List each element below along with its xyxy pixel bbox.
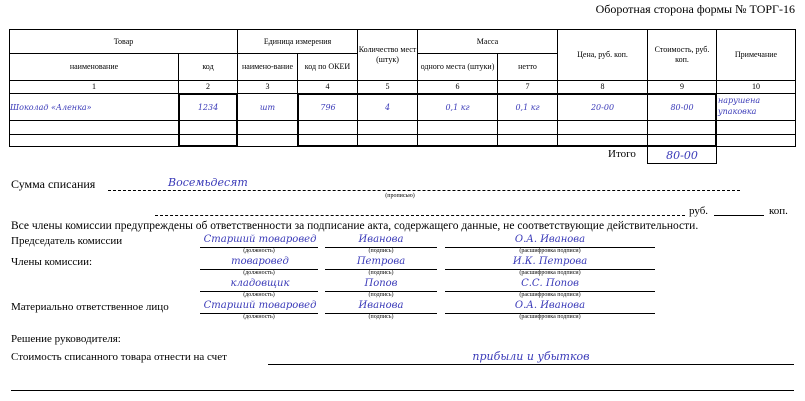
- header-cost: Стоимость, руб. коп.: [654, 45, 710, 64]
- header-tovar: Товар: [113, 36, 134, 46]
- col-number: 6: [455, 82, 460, 91]
- member-position: товаровед: [231, 256, 289, 267]
- header-qty: Количество мест (штук): [358, 45, 417, 64]
- col-number: 1: [92, 82, 96, 91]
- responsible-signature: Иванова: [358, 300, 404, 311]
- member-signature: Попов: [364, 278, 398, 289]
- decision-label: Решение руководителя:: [11, 333, 121, 345]
- warning-text: Все члены комиссии предупреждены об ответственности за подписание акта, содержащего данные, не соответствующие действительности.: [11, 220, 699, 232]
- total-value: 80-00: [666, 148, 698, 162]
- row-qty: 4: [384, 102, 391, 112]
- member-position: кладовщик: [230, 278, 290, 289]
- responsible-position: Старший товаровед: [203, 300, 317, 311]
- header-price: Цена, руб. коп.: [577, 50, 628, 59]
- header-note: Примечание: [734, 50, 778, 59]
- caption-signature: (подпись): [368, 314, 394, 320]
- header-mass: Масса: [476, 36, 499, 46]
- header-net: нетто: [518, 62, 537, 71]
- sum-caption: (прописью): [385, 193, 415, 199]
- col-number: 10: [752, 82, 760, 91]
- col-number: 7: [525, 82, 530, 91]
- header-unit: Единица измерения: [263, 36, 332, 46]
- row-net: 0,1 кг: [515, 102, 540, 112]
- row-unit: шт: [259, 102, 276, 112]
- account-value: прибыли и убытков: [472, 350, 590, 363]
- caption-signature: (подпись): [368, 270, 394, 276]
- caption-position: (должность): [243, 270, 275, 276]
- caption-decode: (расшифровка подписи): [519, 248, 581, 254]
- caption-decode: (расшифровка подписи): [519, 292, 581, 298]
- col-number: 2: [206, 82, 210, 91]
- caption-decode: (расшифровка подписи): [519, 314, 581, 320]
- col-number: 4: [325, 82, 330, 91]
- row-okei: 796: [320, 102, 336, 112]
- chairman-name: О.А. Иванова: [514, 234, 586, 245]
- member-signature: Петрова: [356, 256, 406, 267]
- caption-signature: (подпись): [368, 292, 394, 298]
- form-title: Оборотная сторона формы № ТОРГ-16: [595, 2, 795, 16]
- caption-decode: (расшифровка подписи): [519, 270, 581, 276]
- members-label: Члены комиссии:: [11, 256, 93, 268]
- row-name: Шоколад «Аленка»: [10, 102, 92, 112]
- header-unit-name: наимено-вание: [241, 62, 293, 71]
- responsible-label: Материально ответственное лицо: [11, 301, 169, 313]
- col-number: 8: [600, 82, 605, 91]
- caption-position: (должность): [243, 292, 275, 298]
- sum-kop: коп.: [769, 205, 788, 217]
- row-note: нарушена упаковка: [718, 96, 761, 116]
- header-okei: код по ОКЕИ: [304, 62, 351, 71]
- responsible-name: О.А. Иванова: [514, 300, 586, 311]
- row-cost: 80-00: [670, 102, 694, 112]
- sum-rub: руб.: [689, 205, 709, 217]
- account-label: Стоимость списанного товара отнести на счет: [11, 351, 227, 363]
- header-mass-one: одного места (штуки): [420, 62, 495, 71]
- member-name: И.К. Петрова: [512, 256, 588, 267]
- col-number: 3: [265, 82, 270, 91]
- caption-signature: (подпись): [368, 248, 394, 254]
- sum-label: Сумма списания: [11, 177, 96, 191]
- caption-position: (должность): [243, 248, 275, 254]
- row-code: 1234: [197, 102, 219, 112]
- header-code: код: [202, 62, 214, 71]
- row-mass-one: 0,1 кг: [445, 102, 470, 112]
- col-number: 5: [385, 82, 390, 91]
- caption-position: (должность): [243, 314, 275, 320]
- col-number: 9: [680, 82, 684, 91]
- member-name: С.С. Попов: [521, 278, 579, 289]
- header-name: наименование: [69, 62, 119, 71]
- chairman-label: Председатель комиссии: [11, 235, 123, 247]
- chairman-position: Старший товаровед: [203, 234, 317, 245]
- sum-value: Восемьдесят: [168, 176, 248, 189]
- row-price: 20-00: [590, 102, 615, 112]
- chairman-signature: Иванова: [358, 234, 404, 245]
- total-label: Итого: [608, 148, 636, 160]
